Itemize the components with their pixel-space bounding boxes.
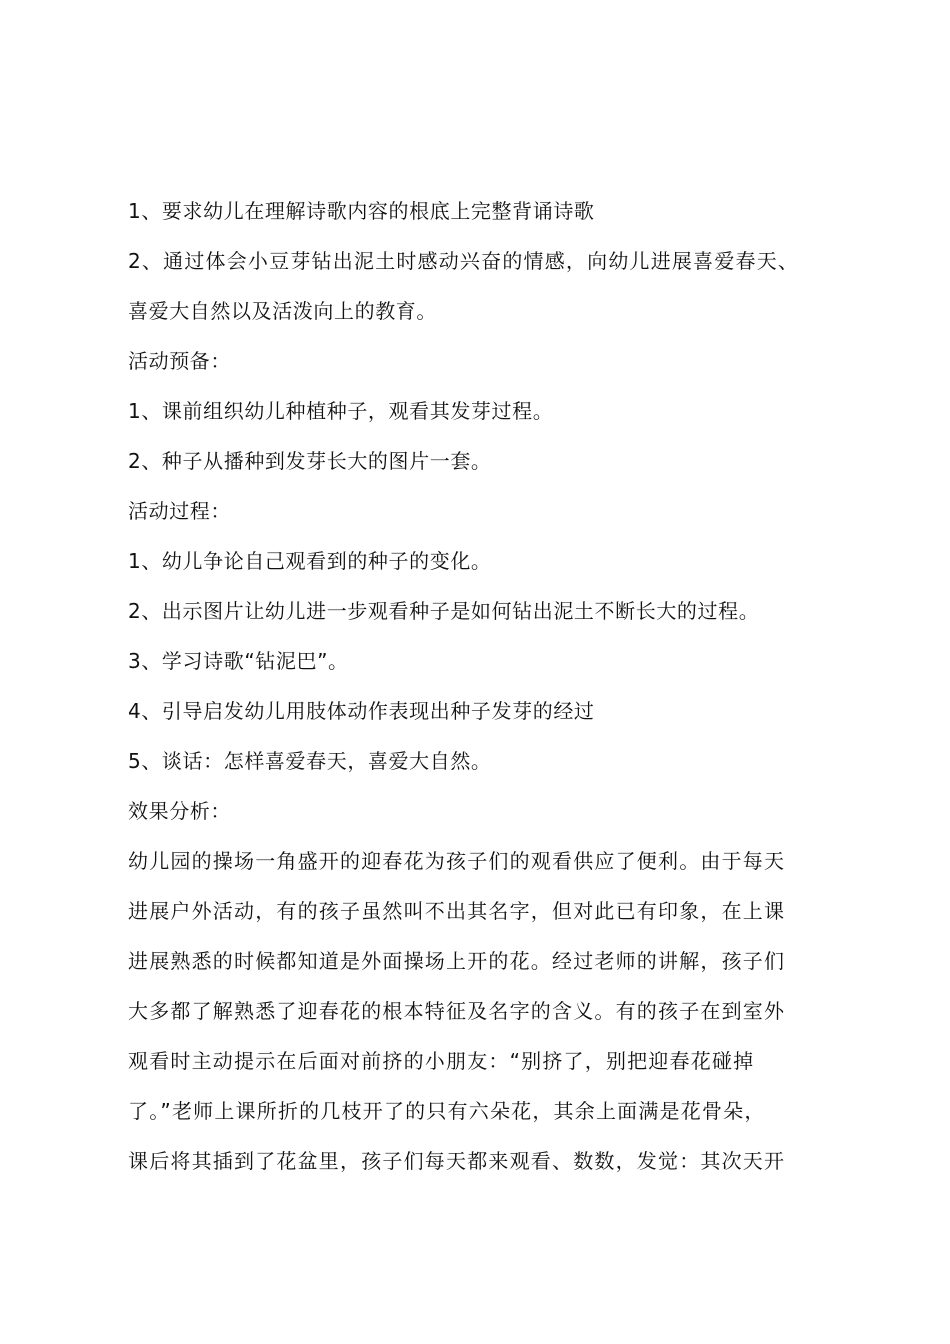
section-heading-analysis: 效果分析： bbox=[128, 799, 231, 823]
analysis-paragraph-line: 进展熟悉的时候都知道是外面操场上开的花。经过老师的讲解，孩子们 bbox=[128, 949, 786, 973]
objective-line-1: 1、要求幼儿在理解诗歌内容的根底上完整背诵诗歌 bbox=[128, 199, 595, 223]
process-item-3: 3、学习诗歌“钻泥巴”。 bbox=[128, 649, 349, 673]
process-item-2: 2、出示图片让幼儿进一步观看种子是如何钻出泥土不断长大的过程。 bbox=[128, 599, 760, 623]
analysis-paragraph-line: 大多都了解熟悉了迎春花的根本特征及名字的含义。有的孩子在到室外 bbox=[128, 999, 786, 1023]
analysis-paragraph-line: 观看时主动提示在后面对前挤的小朋友：“别挤了，别把迎春花碰掉 bbox=[128, 1049, 755, 1073]
process-item-4: 4、引导启发幼儿用肢体动作表现出种子发芽的经过 bbox=[128, 699, 595, 723]
objective-line-2: 2、通过体会小豆芽钻出泥土时感动兴奋的情感，向幼儿进展喜爱春天、 bbox=[128, 249, 800, 273]
section-heading-preparation: 活动预备： bbox=[128, 349, 231, 373]
analysis-paragraph-line: 了。”老师上课所折的几枝开了的只有六朵花，其余上面满是花骨朵， bbox=[128, 1099, 766, 1123]
analysis-paragraph-line: 进展户外活动，有的孩子虽然叫不出其名字，但对此已有印象，在上课 bbox=[128, 899, 786, 923]
section-heading-process: 活动过程： bbox=[128, 499, 231, 523]
process-item-1: 1、幼儿争论自己观看到的种子的变化。 bbox=[128, 549, 492, 573]
objective-line-2-cont: 喜爱大自然以及活泼向上的教育。 bbox=[128, 299, 437, 323]
analysis-paragraph-line: 课后将其插到了花盆里，孩子们每天都来观看、数数，发觉：其次天开 bbox=[128, 1149, 786, 1173]
preparation-item-2: 2、种子从播种到发芽长大的图片一套。 bbox=[128, 449, 492, 473]
analysis-paragraph-line: 幼儿园的操场一角盛开的迎春花为孩子们的观看供应了便利。由于每天 bbox=[128, 849, 786, 873]
document-body bbox=[128, 186, 828, 1186]
preparation-item-1: 1、课前组织幼儿种植种子，观看其发芽过程。 bbox=[128, 399, 554, 423]
process-item-5: 5、谈话：怎样喜爱春天，喜爱大自然。 bbox=[128, 749, 492, 773]
